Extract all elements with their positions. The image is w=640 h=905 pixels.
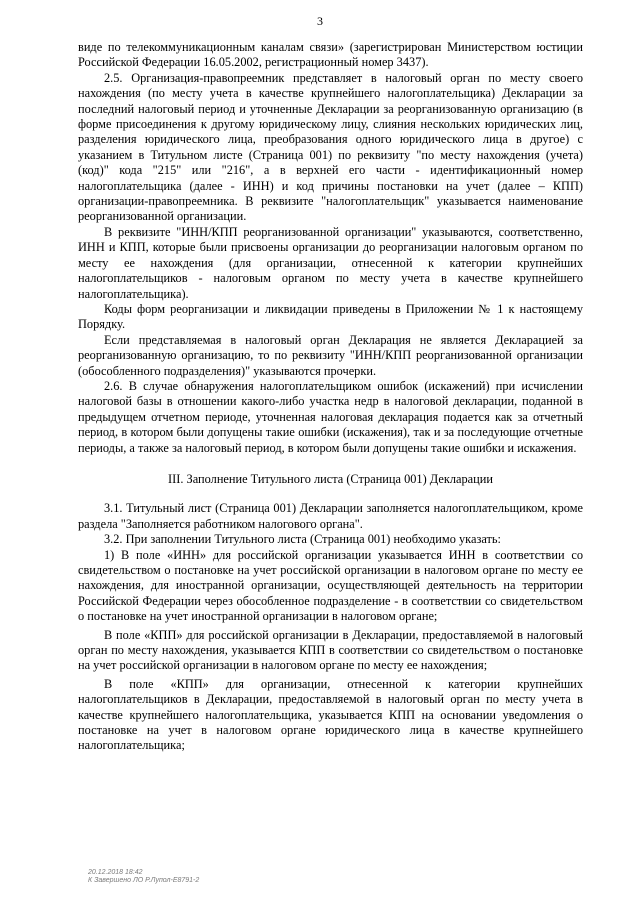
paragraph-kpp-field: В поле «КПП» для российской организации в Декларации, предоставляемой в налоговый орган по месту нахождения, указывается КПП в соответствии со свидетельством о постановке на учет российской организации в налоговом органе по месту ее нахождения; (78, 627, 583, 673)
paragraph-dashes: Если представляемая в налоговый орган Декларация не является Декларацией за реорганизованную организацию, то по реквизиту "ИНН/КПП реорганизованной организации (обособленного подразделения)" указываются прочерки. (78, 332, 583, 378)
section-heading: III. Заполнение Титульного листа (Страница 001) Декларации (168, 471, 493, 486)
paragraph-reorganization-codes: Коды форм реорганизации и ликвидации приведены в Приложении № 1 к настоящему Порядку. (78, 301, 583, 332)
footer-file-reference: К Завершено ЛО Р.Лупол-Е8791-2 (88, 877, 200, 884)
paragraph-2-6: 2.6. В случае обнаружения налогоплательщиком ошибок (искажений) при исчислении налоговой базы в отношении какого-либо участка недр в налоговой декларации, поданной в предыдущем отчетном периоде, уточненная налоговая декларация подается как за отчетный период, в котором были допущены такие ошибки (искажения), так и за последующие отчетные периоды, а также за налоговый период, в котором были допущены такие ошибки и искажения. (78, 378, 583, 455)
paragraph-inn-kpp-reorganized: В реквизите "ИНН/КПП реорганизованной организации" указываются, соответственно, ИНН и КПП, которые были присвоены организации до реорганизации налоговым органом по месту ее нахождения (для организации, отнесенной к категории крупнейших налогоплательщиков - налоговым органом по месту учета в качестве крупнейшего налогоплательщика). (78, 224, 583, 301)
paragraph-inn-field: 1) В поле «ИНН» для российской организации указывается ИНН в соответствии со свидетельством о постановке на учет российской организации в налоговом органе по месту ее нахождения, для иностранной организации, осуществляющей деятельность на территории Российской Федерации через обособленное подразделение - в соответствии со свидетельством о постановке на учет иностранной организации в налоговом органе; (78, 547, 583, 624)
footer-timestamp: 20.12.2018 18:42 (88, 869, 143, 876)
paragraph-2-5: 2.5. Организация-правопреемник представляет в налоговый орган по месту своего нахождения (по месту учета в качестве крупнейшего налогоплательщика) Декларации за последний налоговый период и уточненные Декларации за реорганизованную организацию (в форме присоединения к другому юридическому лицу, слияния нескольких юридических лиц, разделения юридического лица, преобразования одного юридического лица в другое) с указанием в Титульном листе (Страница 001) по реквизиту "по месту нахождения (учета) (код)" кода "215" или "216", а в верхней его части - идентификационный номер налогоплательщика (далее - ИНН) и код причины постановки на учет (далее – КПП) организации-правопреемника. В реквизите "налогоплательщик" указывается наименование реорганизованной организации. (78, 70, 583, 224)
paragraph-3-1: 3.1. Титульный лист (Страница 001) Декларации заполняется налогоплательщиком, кроме раздела "Заполняется работником налогового органа". (78, 501, 583, 531)
paragraph-kpp-largest: В поле «КПП» для организации, отнесенной к категории крупнейших налогоплательщиков в Декларации, предоставляемой в налоговый орган по месту учета в качестве крупнейшего налогоплательщика, указывается КПП на основании уведомления о постановке на учет в налоговом органе юридического лица в качестве крупнейшего налогоплательщика; (78, 676, 583, 753)
document-body (78, 40, 583, 754)
page-number: 3 (317, 14, 323, 28)
paragraph-3-2: 3.2. При заполнении Титульного листа (Страница 001) необходимо указать: (104, 532, 501, 547)
paragraph-continuation: виде по телекоммуникационным каналам связи» (зарегистрирован Министерством юстиции Российской Федерации 16.05.2002, регистрационный номер 3437). (78, 40, 583, 70)
document-footer-stamp (88, 869, 199, 885)
